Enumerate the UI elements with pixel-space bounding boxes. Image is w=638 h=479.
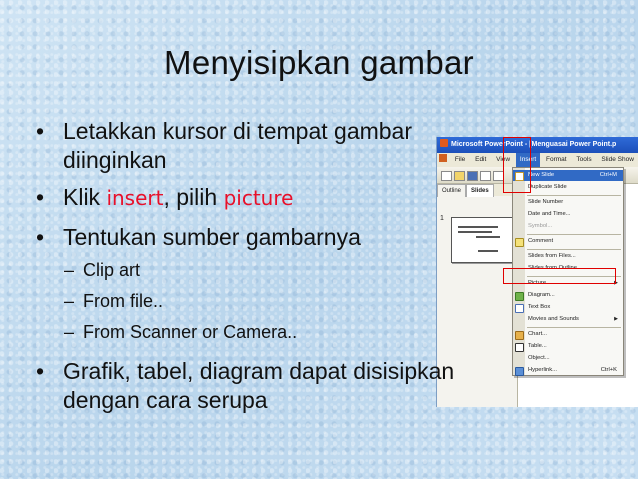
menu-insert[interactable]: Insert [516, 153, 540, 167]
menu-item-table[interactable] [513, 341, 623, 352]
submenu-arrow-icon: ▶ [614, 316, 618, 322]
tab-slides[interactable]: Slides [466, 184, 494, 197]
bullet-text-cont: diinginkan [63, 147, 167, 173]
ppt-title-bar [437, 137, 638, 153]
bullet-marker: • [36, 184, 45, 210]
new-doc-icon[interactable] [441, 171, 452, 181]
insert-highlight: insert [106, 186, 164, 210]
comment-icon [515, 238, 524, 247]
insert-highlight-box [503, 137, 531, 193]
menu-item-label: Symbol... [528, 223, 553, 229]
menu-separator [527, 327, 621, 328]
thumb-text-line [458, 226, 498, 228]
menu-item-object[interactable] [513, 353, 623, 364]
menu-item-label: Table... [528, 343, 547, 349]
menu-item-label: Date and Time... [528, 211, 571, 217]
sub-bullet-marker: – [64, 291, 75, 311]
diagram-icon [515, 292, 524, 301]
sub-bullet-marker: – [64, 260, 75, 280]
menu-item-comment[interactable] [513, 236, 623, 247]
sub-bullet-text: From Scanner or Camera.. [83, 322, 298, 342]
menu-item-label: Picture [528, 280, 547, 286]
bullet-text: Tentukan sumber gambarnya [63, 224, 361, 250]
sub-bullet-item [64, 290, 163, 312]
menu-item-chart[interactable] [513, 329, 623, 340]
menu-separator [527, 249, 621, 250]
slide-number: 1 [440, 215, 444, 222]
menu-item-diagram[interactable] [513, 290, 623, 301]
hyperlink-icon [515, 367, 524, 376]
sub-bullet-text: Clip art [83, 260, 141, 280]
bullet-text: Grafik, tabel, diagram dapat disisipkan [63, 358, 455, 384]
bullet-marker: • [36, 118, 45, 144]
menu-item-date-time[interactable] [513, 209, 623, 220]
menu-item-label: Object... [528, 355, 550, 361]
submenu-arrow-icon: ▶ [614, 280, 618, 286]
bullet-text-pilih: , pilih [163, 184, 224, 210]
bullet-marker: • [36, 358, 45, 384]
menu-view[interactable]: View [496, 156, 511, 163]
tab-outline[interactable]: Outline [437, 184, 466, 197]
menu-item-label: Slides from Files... [528, 253, 576, 259]
picture-highlight: picture [223, 186, 294, 210]
menu-file[interactable]: File [454, 156, 466, 163]
chart-icon [515, 331, 524, 340]
slide-title: Menyisipkan gambar [164, 44, 474, 81]
menu-item-movies-sounds[interactable] [513, 314, 623, 325]
menu-item-label: Comment [528, 238, 554, 244]
menu-item-shortcut: Ctrl+K [600, 367, 617, 373]
menu-separator [527, 234, 621, 235]
menu-tools[interactable]: Tools [576, 156, 592, 163]
sub-bullet-item [64, 321, 297, 343]
thumb-text-line [478, 250, 498, 252]
bullet-marker: • [36, 224, 45, 250]
menu-item-label: Slides from Outline... [528, 265, 582, 271]
ppt-menu-bar [437, 153, 638, 167]
table-icon [515, 343, 524, 352]
menu-item-shortcut: Ctrl+M [599, 172, 617, 178]
bullet-text-klik: Klik [63, 184, 107, 210]
menu-item-label: Diagram... [528, 292, 555, 298]
bullet-text [63, 184, 293, 212]
document-icon [439, 154, 447, 162]
menu-item-label: Slide Number [528, 199, 564, 205]
text-box-icon [515, 304, 524, 313]
menu-item-label: Text Box [528, 304, 551, 310]
menu-edit[interactable]: Edit [475, 156, 487, 163]
menu-item-label: Chart... [528, 331, 548, 337]
open-folder-icon[interactable] [454, 171, 465, 181]
sub-bullet-marker: – [64, 322, 75, 342]
menu-item-slides-from-files[interactable] [513, 251, 623, 262]
menu-format[interactable]: Format [546, 156, 567, 163]
thumb-text-line [476, 236, 500, 238]
menu-item-label: New Slide [528, 172, 555, 178]
menu-item-label: Movies and Sounds [528, 316, 579, 322]
bullet-text-cont: dengan cara serupa [63, 387, 268, 413]
menu-slide-show[interactable]: Slide Show [601, 156, 634, 163]
save-icon[interactable] [467, 171, 478, 181]
menu-item-label: Duplicate Slide [528, 184, 567, 190]
picture-highlight-box [503, 268, 616, 284]
powerpoint-icon [440, 139, 448, 147]
bullet-text: Letakkan kursor di tempat gambar [63, 118, 413, 144]
menu-item-hyperlink[interactable] [513, 365, 623, 376]
print-icon[interactable] [480, 171, 491, 181]
menu-item-slide-number[interactable] [513, 197, 623, 208]
sub-bullet-text: From file.. [83, 291, 164, 311]
menu-item-symbol[interactable] [513, 221, 623, 232]
sub-bullet-item [64, 259, 140, 281]
slide-thumbnail[interactable] [451, 217, 513, 263]
menu-item-label: Hyperlink... [528, 367, 557, 373]
thumb-text-line [458, 231, 492, 233]
menu-separator [527, 195, 621, 196]
ppt-window-title: Microsoft PowerPoint - [Menguasai Power Point.p [451, 141, 617, 148]
menu-item-text-box[interactable] [513, 302, 623, 313]
